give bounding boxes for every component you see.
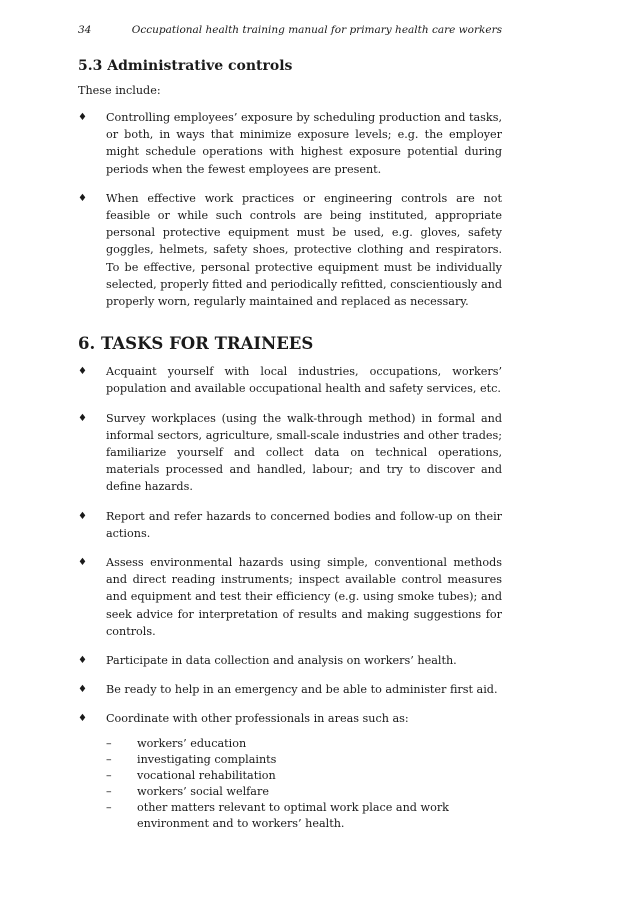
running-title: Occupational health training manual for primary health care workers bbox=[131, 24, 502, 36]
dash-bullet-icon: – bbox=[106, 800, 112, 814]
list-item bbox=[78, 681, 502, 698]
list-item bbox=[78, 363, 502, 397]
sub-list-item bbox=[106, 752, 502, 768]
sub-list bbox=[106, 736, 502, 832]
sub-list-item bbox=[106, 768, 502, 784]
list-item-text: Report and refer hazards to concerned bodies and follow-up on their actions. bbox=[106, 509, 502, 540]
list-item bbox=[78, 109, 502, 178]
diamond-bullet-icon: ♦ bbox=[78, 510, 87, 522]
diamond-bullet-icon: ♦ bbox=[78, 412, 87, 424]
list-item bbox=[78, 190, 502, 310]
sub-list-item bbox=[106, 800, 502, 832]
sub-list-item-text: other matters relevant to optimal work place and work environment and to workers’ health. bbox=[137, 800, 449, 830]
sub-list-item-text: investigating complaints bbox=[137, 752, 277, 766]
dash-bullet-icon: – bbox=[106, 784, 112, 798]
section-5-3-intro: These include: bbox=[78, 84, 161, 97]
sub-list-item-text: vocational rehabilitation bbox=[137, 768, 276, 782]
sub-list-item bbox=[106, 784, 502, 800]
dash-bullet-icon: – bbox=[106, 768, 112, 782]
diamond-bullet-icon: ♦ bbox=[78, 655, 87, 667]
list-item bbox=[78, 652, 502, 669]
section-6-heading: 6. TASKS FOR TRAINEES bbox=[78, 334, 314, 354]
sub-list-item bbox=[106, 736, 502, 752]
diamond-bullet-icon: ♦ bbox=[78, 192, 87, 204]
running-header bbox=[78, 24, 502, 36]
list-item-text: Participate in data collection and analysis on workers’ health. bbox=[106, 654, 457, 668]
dash-bullet-icon: – bbox=[106, 736, 112, 750]
section-5-3-heading: 5.3 Administrative controls bbox=[78, 58, 293, 74]
sub-list-item-text: workers’ social welfare bbox=[137, 784, 269, 798]
diamond-bullet-icon: ♦ bbox=[78, 366, 87, 378]
diamond-bullet-icon: ♦ bbox=[78, 684, 87, 696]
diamond-bullet-icon: ♦ bbox=[78, 557, 87, 569]
list-item-text: Survey workplaces (using the walk-through method) in formal and informal sectors, agriculture, small-scale industries and other trades; familiarize yourself and collect data on technical operations, materials processed and handled, labour; and try to discover and define hazards. bbox=[106, 411, 502, 494]
list-item-text: Coordinate with other professionals in areas such as: bbox=[106, 712, 409, 726]
diamond-bullet-icon: ♦ bbox=[78, 112, 87, 123]
dash-bullet-icon: – bbox=[106, 752, 112, 766]
list-item-text: Acquaint yourself with local industries, occupations, workers’ population and available occupational health and safety services, etc. bbox=[106, 365, 502, 396]
list-item bbox=[78, 508, 502, 542]
sub-list-item-text: workers’ education bbox=[137, 736, 247, 750]
list-item bbox=[78, 410, 502, 496]
page-body bbox=[78, 58, 502, 832]
list-item-text: Be ready to help in an emergency and be able to administer first aid. bbox=[106, 683, 498, 697]
diamond-bullet-icon: ♦ bbox=[78, 713, 87, 725]
list-item-text: When effective work practices or engineering controls are not feasible or while such controls are being instituted, appropriate personal protective equipment must be used, e.g. gloves, safety goggles, helmets, safety shoes, protective clothing and respirators. To be effective, personal protective equipment must be individually selected, properly fitted and periodically refitted, conscientiously and properly worn, regularly maintained and replaced as necessary. bbox=[106, 191, 502, 309]
page-number: 34 bbox=[78, 24, 92, 36]
list-item bbox=[78, 710, 502, 727]
list-item-text: Controlling employees’ exposure by scheduling production and tasks, or both, in ways that minimize exposure levels; e.g. the employer might schedule operations with highest exposure potential during periods when the fewest employees are present. bbox=[106, 111, 502, 176]
list-item-text: Assess environmental hazards using simple, conventional methods and direct reading instruments; inspect available control measures and equipment and test their efficiency (e.g. using smoke tubes); and seek advice for interpretation of results and making suggestions for controls. bbox=[106, 556, 502, 638]
list-item bbox=[78, 554, 502, 640]
